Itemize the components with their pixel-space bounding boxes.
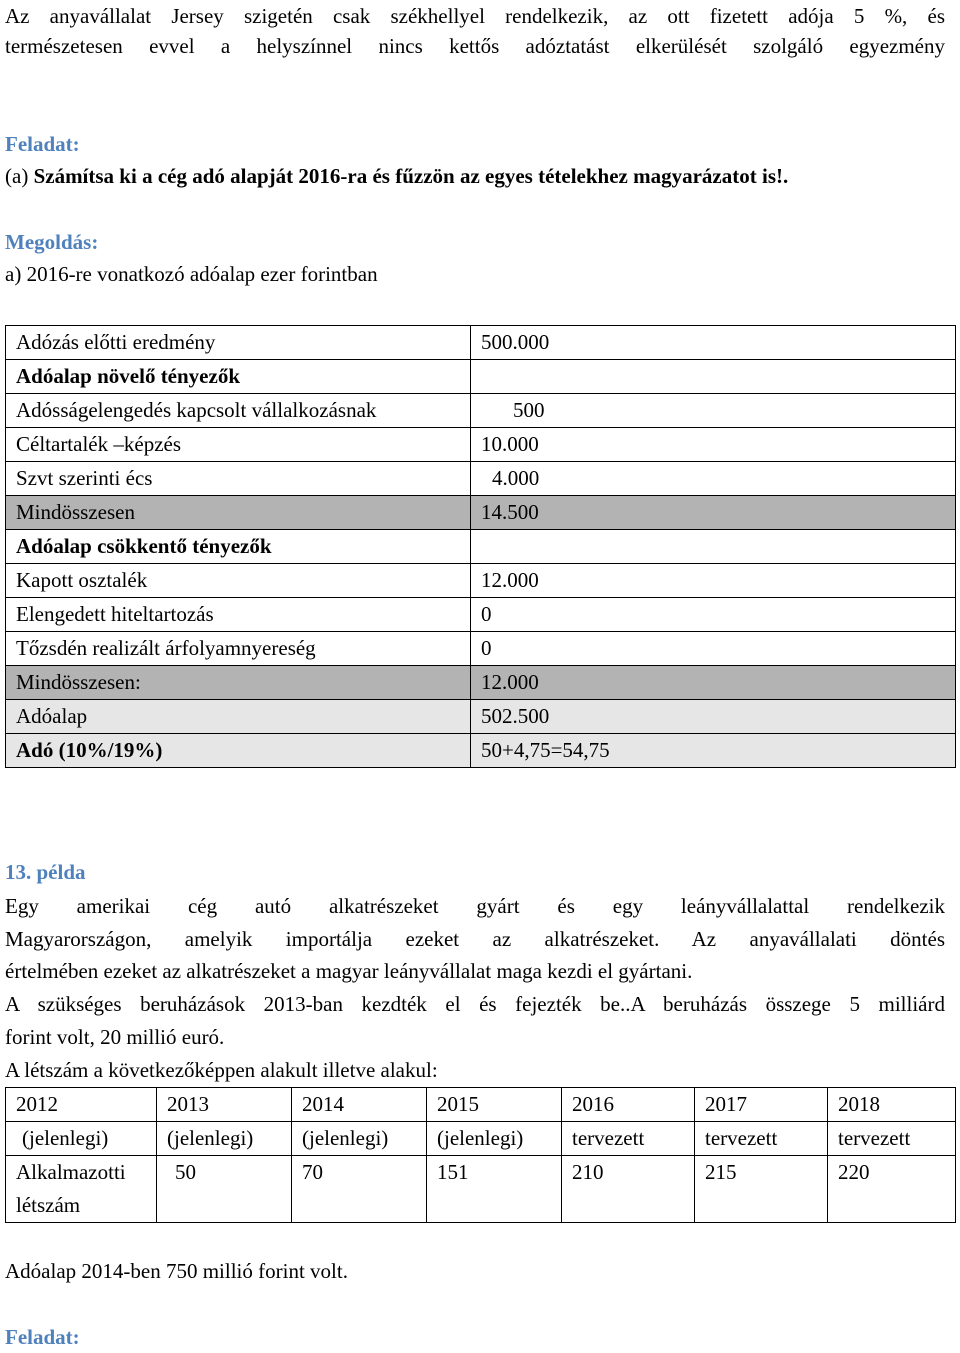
row-label: Elengedett hiteltartozás [6,598,471,632]
table-row-total [6,700,956,734]
row-value [471,360,956,394]
row-value: 14.500 [471,496,956,530]
solution-subtitle: a) 2016-re vonatkozó adóalap ezer forintban [5,262,378,286]
task-text: Számítsa ki a cég adó alapját 2016-ra és fűzzön az egyes tételekhez magyarázatot is!. [33,164,789,188]
year-cell: 2013 [157,1088,292,1122]
year-cell: 2012 [6,1088,157,1122]
example-para2-line1: A szükséges beruházások 2013-ban kezdték el és fejezték be..A beruházás összege 5 milliárd [5,992,945,1016]
row-label: Adósságelengedés kapcsolt vállalkozásnak [6,394,471,428]
intro-line-2: természetesen evvel a helyszínnel nincs kettős adóztatást elkerülését szolgáló egyezmény [5,34,945,58]
headcount-cell: 220 [828,1156,956,1223]
footer-task-heading: Feladat: [5,1325,80,1349]
status-cell: tervezett [562,1122,695,1156]
row-label: Adóalap csökkentő tényezők [6,530,471,564]
row-label: Adóalap [6,700,471,734]
row-label: Szvt szerinti écs [6,462,471,496]
table-row-years [6,1088,956,1122]
headcount-cell: 70 [292,1156,427,1223]
row-value: 10.000 [471,428,956,462]
intro-line-1: Az anyavállalat Jersey szigetén csak székhellyel rendelkezik, az ott fizetett adója 5 %, és [5,4,945,28]
year-cell: 2014 [292,1088,427,1122]
table-row [6,598,956,632]
row-value: 0 [471,632,956,666]
row-label: Céltartalék –képzés [6,428,471,462]
headcount-cell: 151 [427,1156,562,1223]
year-cell: 2017 [695,1088,828,1122]
table-row [6,360,956,394]
row-label: Kapott osztalék [6,564,471,598]
status-cell: (jelenlegi) [157,1122,292,1156]
table-row-subtotal [6,496,956,530]
row-value: 500 [471,394,956,428]
row-label: Mindösszesen: [6,666,471,700]
example-title [5,856,945,888]
headcount-label: Alkalmazotti létszám [6,1156,157,1223]
headcount-cell: 215 [695,1156,828,1223]
example-number: 13. [5,860,32,884]
staff-table [5,1087,956,1223]
status-cell: tervezett [828,1122,956,1156]
row-label: Adóalap növelő tényezők [6,360,471,394]
table-row [6,462,956,496]
example-para2-line2: forint volt, 20 millió euró. [5,1025,225,1049]
table-row-tax [6,734,956,768]
table-row [6,632,956,666]
headcount-cell: 50 [157,1156,292,1223]
task-question [5,160,945,192]
example-word: példa [36,860,86,884]
year-cell: 2018 [828,1088,956,1122]
row-label: Adózás előtti eredmény [6,326,471,360]
row-value: 4.000 [471,462,956,496]
row-value: 0 [471,598,956,632]
example-para1-line2: Magyarországon, amelyik importálja ezeket az alkatrészeket. Az anyavállalati döntés [5,927,945,951]
row-value: 12.000 [471,564,956,598]
base-note: Adóalap 2014-ben 750 millió forint volt. [5,1259,348,1283]
table-row [6,564,956,598]
row-label: Tőzsdén realizált árfolyamnyereség [6,632,471,666]
table-row [6,428,956,462]
example-para1-line1: Egy amerikai cég autó alkatrészeket gyárt és egy leányvállalattal rendelkezik [5,894,945,918]
example-para1-line3: értelmében ezeket az alkatrészeket a magyar leányvállalat maga kezdi el gyártani. [5,959,693,983]
year-cell: 2016 [562,1088,695,1122]
row-value [471,530,956,564]
table-row-headcount [6,1156,956,1223]
table-row [6,326,956,360]
tax-base-table [5,325,956,768]
table-row [6,530,956,564]
table-row-subtotal [6,666,956,700]
task-heading: Feladat: [5,132,80,156]
table-row-status [6,1122,956,1156]
task-prefix: (a) [5,164,34,188]
row-value: 12.000 [471,666,956,700]
row-label: Mindösszesen [6,496,471,530]
status-cell: (jelenlegi) [6,1122,157,1156]
status-cell: tervezett [695,1122,828,1156]
headcount-cell: 210 [562,1156,695,1223]
row-value: 502.500 [471,700,956,734]
year-cell: 2015 [427,1088,562,1122]
example-para3: A létszám a következőképpen alakult illetve alakul: [5,1058,438,1082]
solution-heading: Megoldás: [5,230,99,254]
row-value: 500.000 [471,326,956,360]
row-value: 50+4,75=54,75 [471,734,956,768]
status-cell: (jelenlegi) [427,1122,562,1156]
row-label: Adó (10%/19%) [6,734,471,768]
table-row [6,394,956,428]
status-cell: (jelenlegi) [292,1122,427,1156]
